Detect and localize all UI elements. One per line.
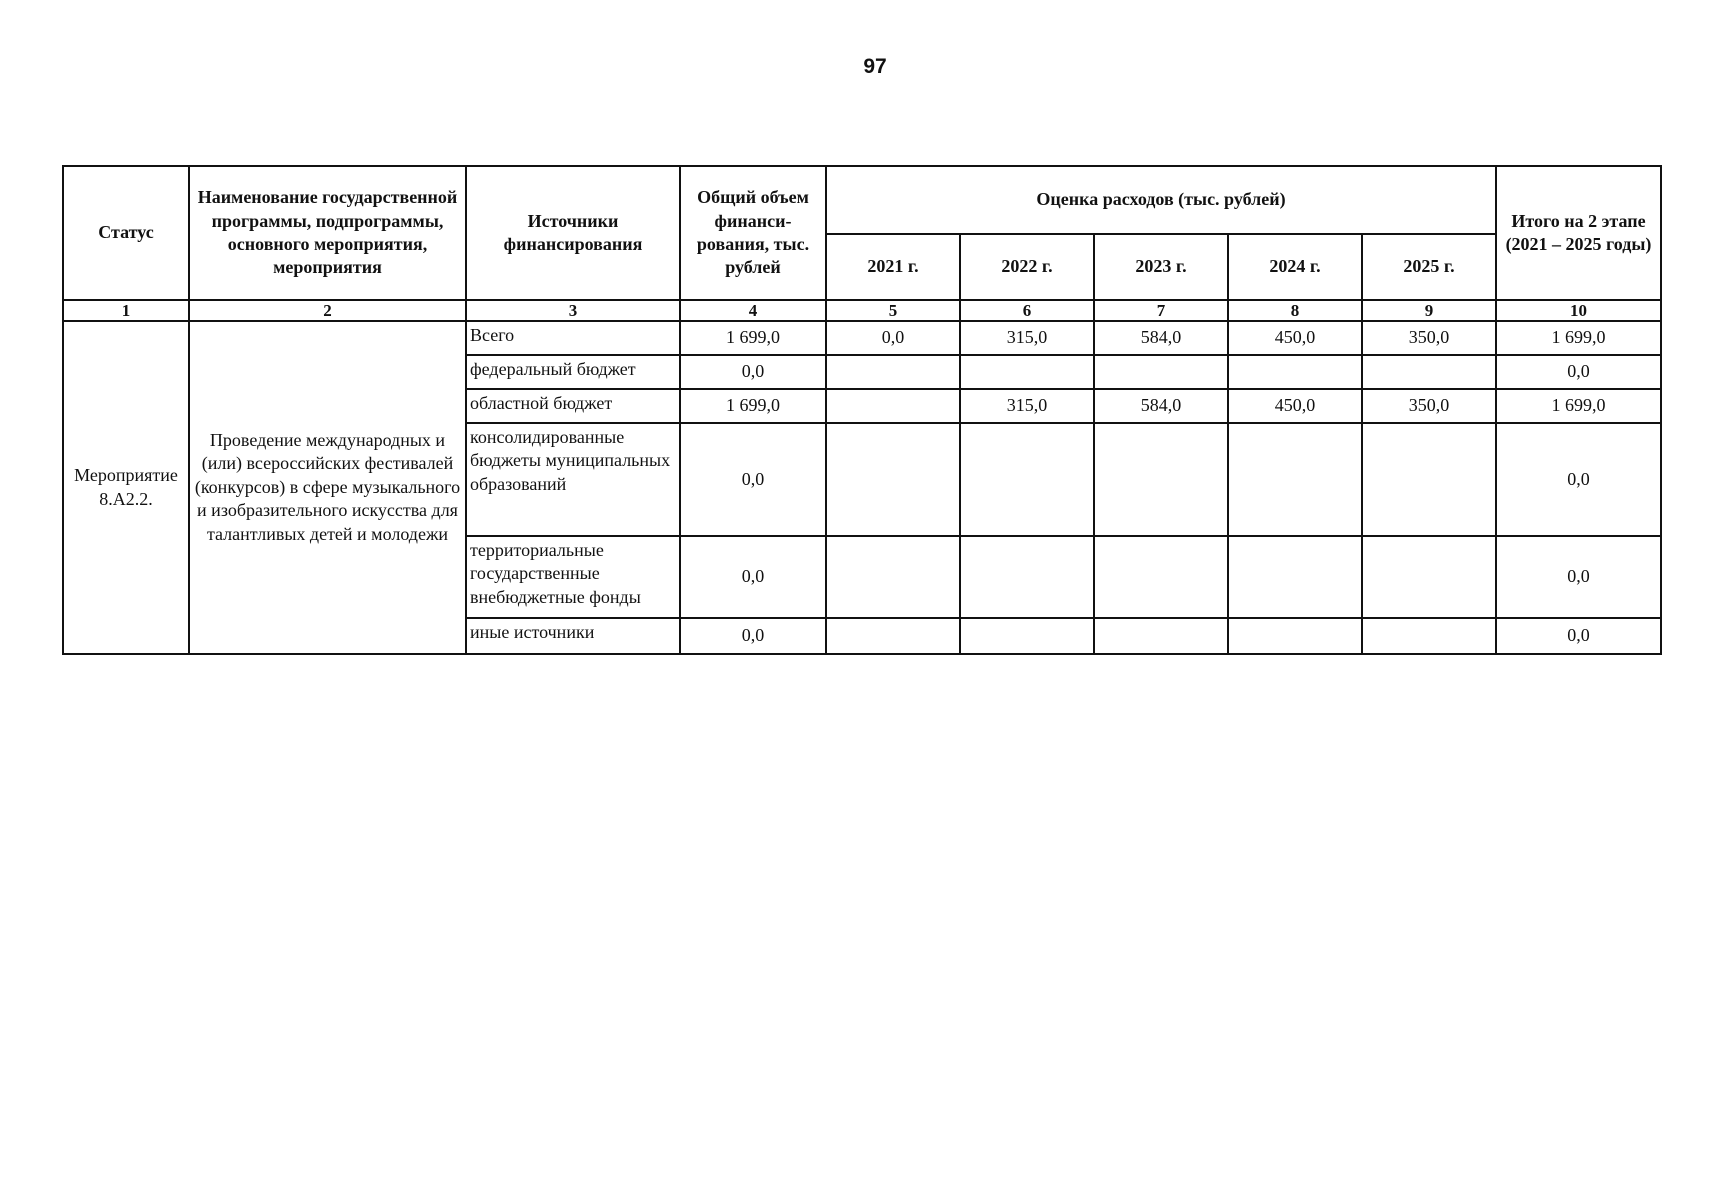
column-number: 7 [1094,300,1228,321]
year-2023-cell [1094,618,1228,654]
year-2024-cell: 450,0 [1228,321,1362,355]
source-cell: областной бюджет [466,389,680,423]
column-number: 8 [1228,300,1362,321]
total-cell: 0,0 [680,423,826,536]
source-cell: территориальные государственные внебюджетные фонды [466,536,680,618]
year-2022-cell [960,618,1094,654]
stage-total-cell: 1 699,0 [1496,321,1661,355]
year-2022-cell: 315,0 [960,389,1094,423]
year-2024-cell [1228,355,1362,389]
year-2025-cell: 350,0 [1362,389,1496,423]
year-2022-cell [960,355,1094,389]
year-2024-cell [1228,423,1362,536]
column-number: 5 [826,300,960,321]
year-2024-cell [1228,536,1362,618]
column-number: 4 [680,300,826,321]
year-2025-cell [1362,423,1496,536]
year-2021-cell [826,389,960,423]
column-number-row [63,300,1661,321]
source-cell: консолидированные бюджеты муниципальных образований [466,423,680,536]
page-number: 97 [863,55,887,78]
year-2021-cell [826,618,960,654]
column-number: 3 [466,300,680,321]
status-cell: Мероприятие 8.А2.2. [63,321,189,654]
column-number: 1 [63,300,189,321]
source-cell: Всего [466,321,680,355]
activity-name-cell: Проведение международных и (или) всероссийских фестивалей (конкурсов) в сфере музыкального и изобразительного искусства для талантливых детей и молодежи [189,321,466,654]
financing-table [62,165,1662,655]
year-2024-cell: 450,0 [1228,389,1362,423]
source-cell: иные источники [466,618,680,654]
header-year-2024: 2024 г. [1228,234,1362,300]
stage-total-cell: 0,0 [1496,618,1661,654]
year-2021-cell: 0,0 [826,321,960,355]
column-number: 9 [1362,300,1496,321]
header-total-volume: Общий объем финанси-рования, тыс. рублей [680,166,826,300]
stage-total-cell: 1 699,0 [1496,389,1661,423]
year-2021-cell [826,423,960,536]
year-2025-cell [1362,355,1496,389]
year-2025-cell [1362,536,1496,618]
total-cell: 0,0 [680,618,826,654]
header-estimate: Оценка расходов (тыс. рублей) [826,166,1496,234]
header-year-2022: 2022 г. [960,234,1094,300]
year-2022-cell: 315,0 [960,321,1094,355]
table-row [63,321,1661,355]
column-number: 6 [960,300,1094,321]
total-cell: 0,0 [680,355,826,389]
stage-total-cell: 0,0 [1496,536,1661,618]
year-2023-cell: 584,0 [1094,389,1228,423]
header-name: Наименование государственной программы, подпрограммы, основного мероприятия, мероприятия [189,166,466,300]
column-number: 2 [189,300,466,321]
year-2024-cell [1228,618,1362,654]
source-cell: федеральный бюджет [466,355,680,389]
total-cell: 0,0 [680,536,826,618]
header-year-2021: 2021 г. [826,234,960,300]
year-2025-cell: 350,0 [1362,321,1496,355]
year-2023-cell [1094,355,1228,389]
year-2021-cell [826,536,960,618]
stage-total-cell: 0,0 [1496,355,1661,389]
header-status: Статус [63,166,189,300]
header-sources: Источники финансирования [466,166,680,300]
year-2023-cell [1094,536,1228,618]
total-cell: 1 699,0 [680,389,826,423]
year-2022-cell [960,423,1094,536]
header-row [63,166,1661,234]
year-2023-cell: 584,0 [1094,321,1228,355]
stage-total-cell: 0,0 [1496,423,1661,536]
year-2021-cell [826,355,960,389]
year-2023-cell [1094,423,1228,536]
header-stage-total: Итого на 2 этапе (2021 – 2025 годы) [1496,166,1661,300]
total-cell: 1 699,0 [680,321,826,355]
header-year-2023: 2023 г. [1094,234,1228,300]
header-year-2025: 2025 г. [1362,234,1496,300]
year-2025-cell [1362,618,1496,654]
column-number: 10 [1496,300,1661,321]
year-2022-cell [960,536,1094,618]
